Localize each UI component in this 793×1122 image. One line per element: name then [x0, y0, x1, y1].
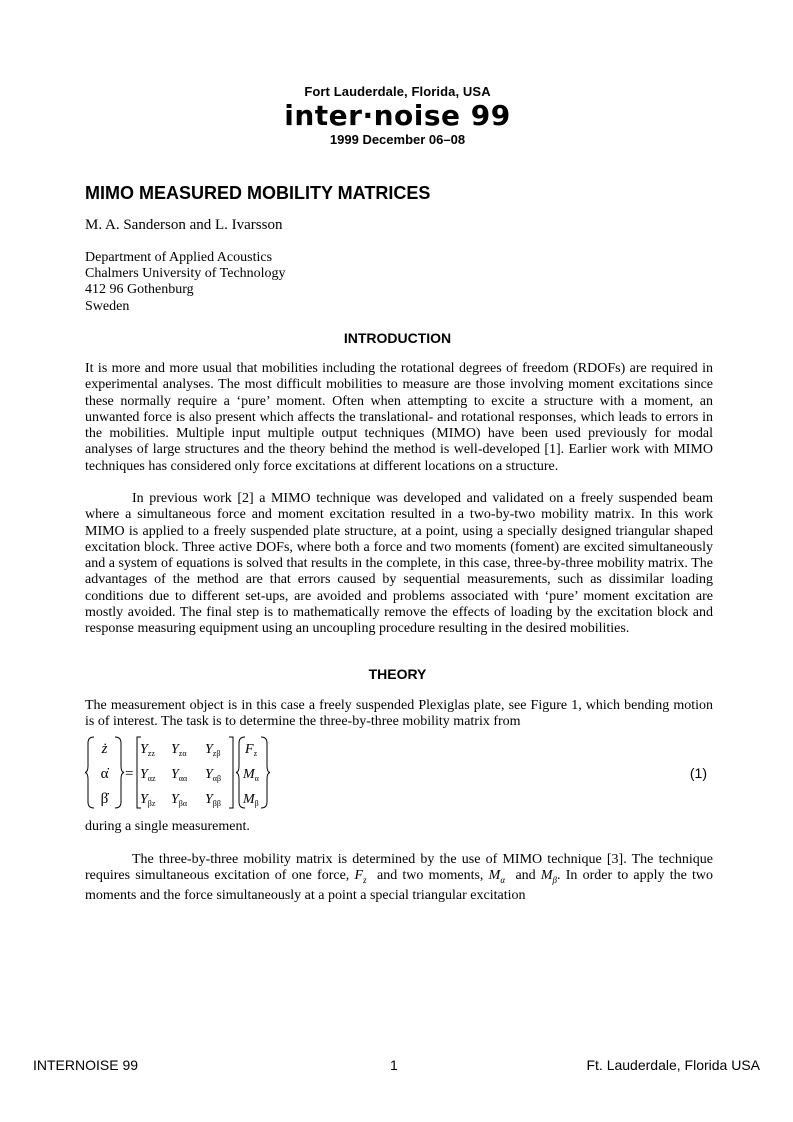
left-brace-icon [85, 737, 94, 808]
paper-authors: M. A. Sanderson and L. Ivarsson [85, 217, 283, 233]
footer-page-number: 1 [390, 1057, 398, 1073]
paragraph-text: and two moments, [376, 868, 484, 884]
section-heading-theory: THEORY [368, 666, 427, 682]
section-heading-introduction: INTRODUCTION [343, 330, 452, 346]
symbol-moment-beta: $M_\beta$ [540, 868, 558, 886]
right-brace-icon [261, 737, 270, 808]
affiliation-line: Chalmers University of Technology [85, 266, 286, 282]
conference-location: Fort Lauderdale, Florida, USA [304, 84, 491, 99]
paragraph-text: and [515, 868, 536, 884]
affiliation-line: 412 96 Gothenburg [85, 282, 194, 298]
rhs-entry: $F_z$ [245, 742, 258, 758]
rhs-entry: $M_\alpha$ [243, 767, 259, 783]
affiliation [85, 250, 286, 315]
right-bracket-icon [229, 737, 233, 808]
matrix-entry: $Y_{z\beta}$ [205, 742, 221, 758]
conference-dates: 1999 December 06–08 [329, 132, 466, 147]
matrix-entry: $Y_{z\alpha}$ [171, 742, 187, 758]
theory-paragraph-2 [85, 852, 713, 905]
lhs-entry: β̇ [100, 791, 109, 807]
matrix-entry: $Y_{\beta z}$ [140, 792, 156, 808]
intro-paragraph-1: It is more and more usual that mobilities including the rotational degrees of freedom (RDOFs) are required in experimental analyses. The most difficult mobilities to measure are those involving moment excitations since these normally require a ‘pure’ moment. Often when attempting to excite a structure with a moment, an unwanted force is also present which affects the translational- and rotational responses, which leads to errors in the mobilities. Multiple input multiple output techniques (MIMO) have been used previously for modal analyses of large structures and the theory behind the method is well-developed [1]. Earlier work with MIMO techniques has considered only force excitations at different locations on a structure. [85, 361, 713, 474]
equals-sign: = [125, 766, 134, 782]
theory-after-equation: during a single measurement. [85, 819, 250, 834]
intro-paragraph-2: In previous work [2] a MIMO technique was developed and validated on a freely suspended beam where a simultaneous force and moment excitation resulted in a two-by-two mobility matrix. In this work MIMO is applied to a freely suspended plate structure, at a point, using a specially designed triangular shaped excitation block. Three active DOFs, where both a force and two moments (foment) are excited simultaneously and a system of equations is solved that results in the complete, in this case, three-by-three mobility matrix. The advantages of the method are that errors caused by sequential measurements, such as dissimilar loading conditions due to different set-ups, are avoided and problems associated with ‘pure’ moment excitation are mostly avoided. The final step is to mathematically remove the effects of loading by the excitation block and response measuring equipment using an uncoupling procedure resulting in the desired mobilities. [85, 491, 713, 636]
equation-matrix [85, 735, 285, 810]
footer-conference: INTERNOISE 99 [33, 1057, 139, 1073]
right-brace-icon [115, 737, 124, 808]
symbol-moment-alpha: $M_\alpha$ [488, 868, 506, 886]
matrix-entry: $Y_{\alpha\beta}$ [205, 767, 222, 783]
affiliation-line: Department of Applied Acoustics [85, 250, 273, 265]
conference-header [260, 84, 535, 147]
lhs-entry: ż [101, 741, 108, 757]
equation-number: (1) [689, 765, 707, 781]
matrix-entry: $Y_{\alpha\alpha}$ [171, 767, 188, 783]
symbol-force: $F_z$ [354, 868, 367, 886]
matrix-entry: $Y_{zz}$ [140, 742, 155, 758]
theory-paragraph-1: The measurement object is in this case a freely suspended Plexiglas plate, see Figure 1, which bending motion is of interest. The task is to determine the three-by-three mobility matrix from [85, 698, 713, 730]
conference-logo: inter·noise 99 [284, 99, 511, 132]
matrix-entry: $Y_{\beta\alpha}$ [171, 792, 188, 808]
affiliation-line: Sweden [85, 298, 130, 314]
footer-location: Ft. Lauderdale, Florida USA [586, 1057, 760, 1073]
rhs-entry: $M_\beta$ [243, 792, 259, 808]
matrix-entry: $Y_{\alpha z}$ [140, 767, 156, 783]
equation-1 [85, 735, 713, 810]
paragraph-text: The three-by-three mobility matrix is determined by the use of MIMO technique [3]. The technique requires simultaneous excitation of one force, [85, 852, 713, 884]
lhs-entry: α̇ [100, 766, 109, 782]
paragraph-text: . In order to apply the two moments and the force simultaneously at a point a special triangular excitation [85, 868, 714, 904]
paper-title: MIMO MEASURED MOBILITY MATRICES [85, 183, 431, 203]
matrix-entry: $Y_{\beta\beta}$ [205, 792, 221, 808]
